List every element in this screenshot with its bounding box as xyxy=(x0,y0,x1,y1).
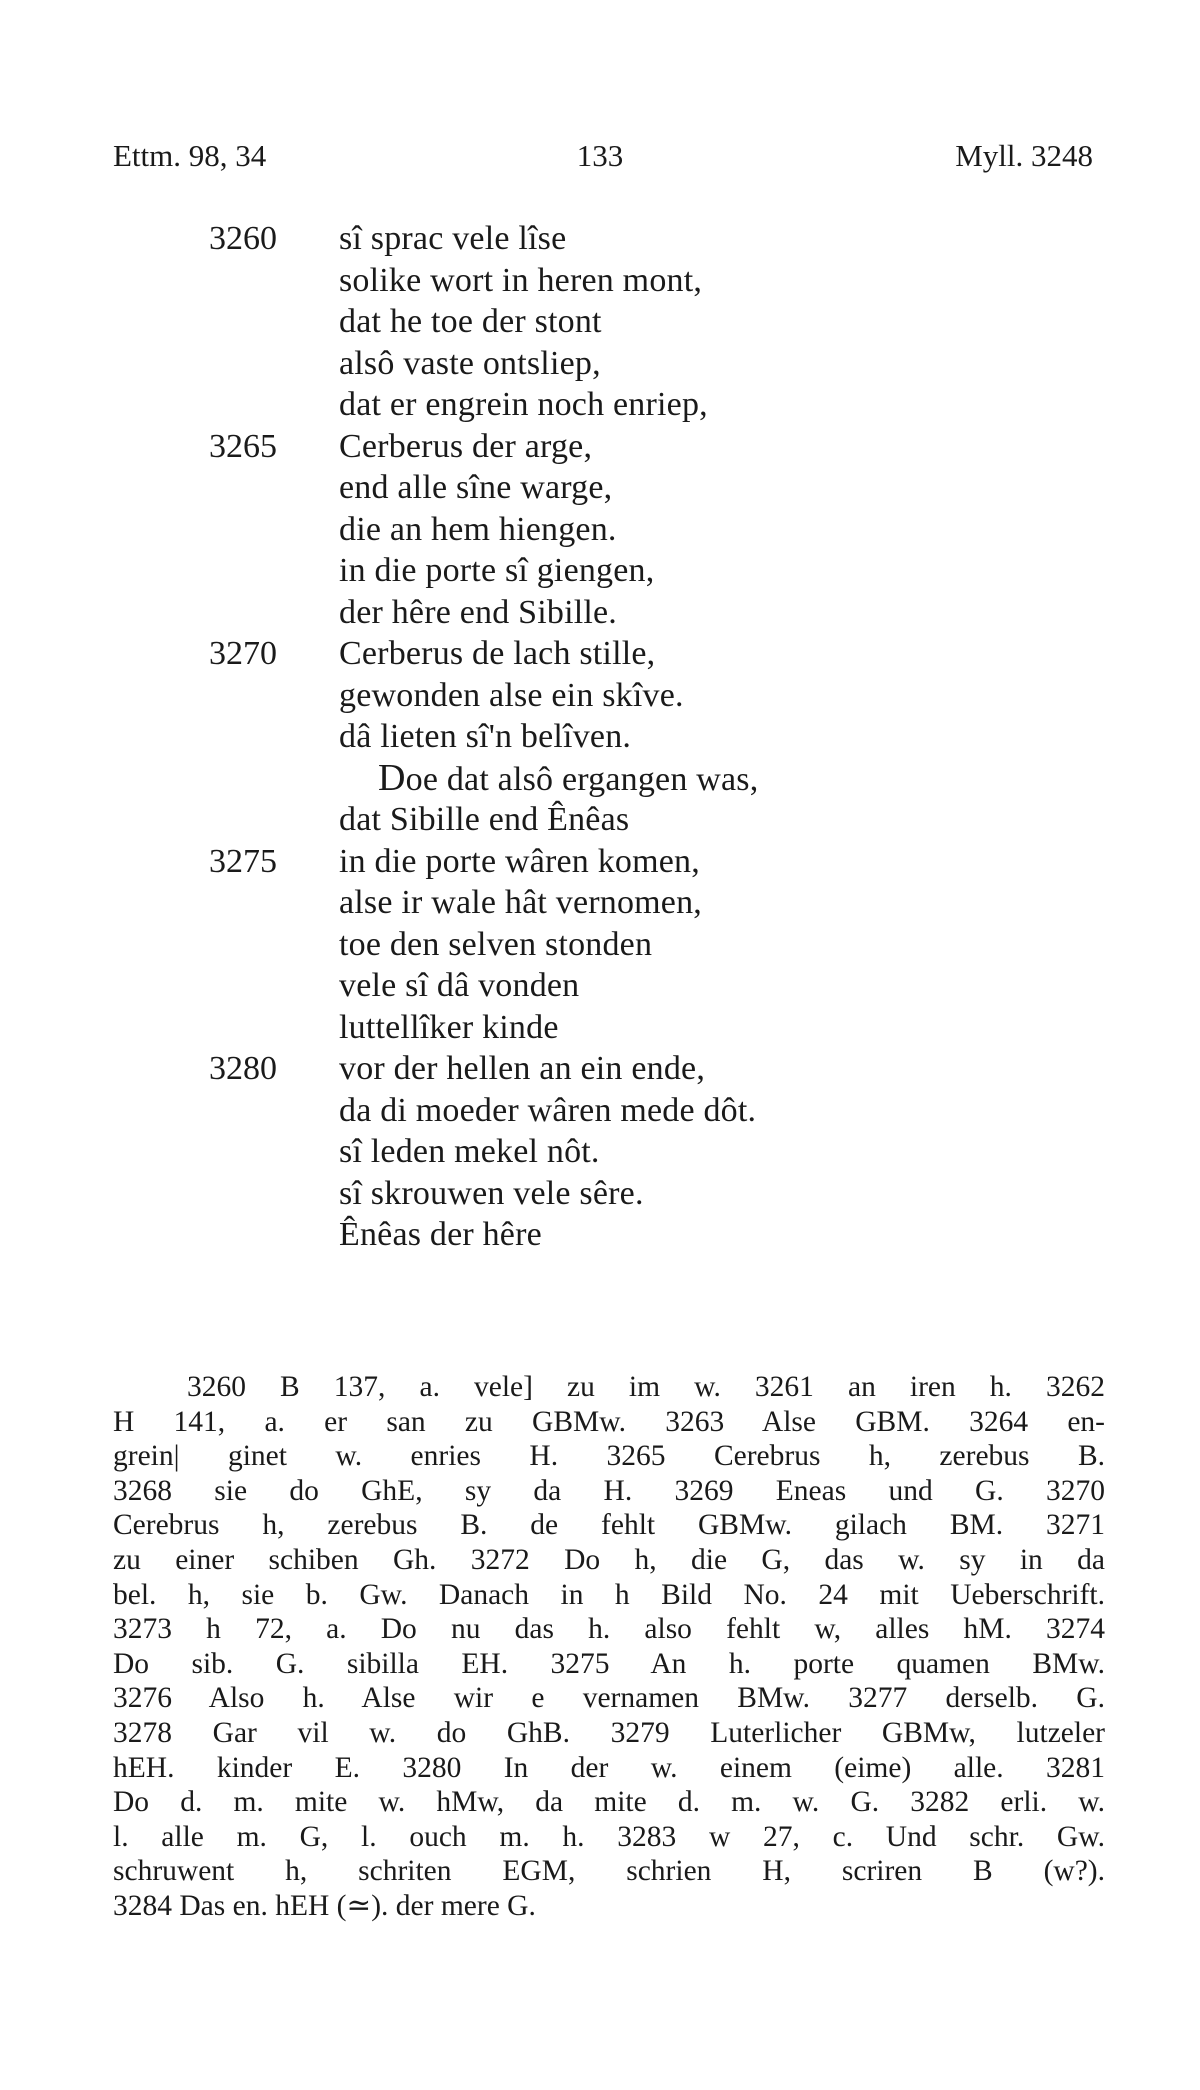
verse-text-line: dat er engrein noch enriep, xyxy=(339,386,708,423)
verse-text-line: dat he toe der stont xyxy=(339,303,602,340)
verse-line xyxy=(0,1214,1200,1256)
apparatus-line: l. alle m. G, l. ouch m. h. 3283 w 27, c. Und schr. Gw. xyxy=(113,1820,1105,1853)
verse-text-line: gewonden alse ein skîve. xyxy=(339,676,684,714)
verse-text-line: luttellîker kinde xyxy=(339,1008,559,1046)
verse-line xyxy=(0,716,1200,758)
verse-line xyxy=(0,1007,1200,1049)
initial-letter: D xyxy=(378,756,406,799)
verse-number: 3260 xyxy=(209,220,277,257)
verse-text-line: solike wort in heren mont, xyxy=(339,261,703,299)
verse-line xyxy=(0,633,1200,675)
apparatus-line: 3278 Gar vil w. do GhB. 3279 Luterlicher GBMw, lutzeler xyxy=(113,1716,1105,1749)
verse-text-rest: oe dat alsô ergangen was, xyxy=(405,760,759,798)
apparatus-line: grein| ginet w. enries H. 3265 Cerebrus h, zerebus B. xyxy=(113,1440,1105,1473)
apparatus-line: Do d. m. mite w. hMw, da mite d. m. w. G. 3282 erli. w. xyxy=(113,1786,1105,1819)
verse-text-line: in die porte sî giengen, xyxy=(339,552,655,589)
verse-line xyxy=(0,799,1200,841)
verse-text xyxy=(0,218,1200,1256)
page-number: 133 xyxy=(576,138,624,173)
verse-number: 3275 xyxy=(209,842,277,880)
apparatus-line: 3276 Also h. Alse wir e vernamen BMw. 3277 derselb. G. xyxy=(113,1682,1105,1715)
apparatus-line: H 141, a. er san zu GBMw. 3263 Alse GBM. 3264 en- xyxy=(113,1405,1105,1438)
apparatus-line: 3273 h 72, a. Do nu das h. also fehlt w, alles hM. 3274 xyxy=(113,1613,1105,1646)
verse-text-line: vele sî dâ vonden xyxy=(339,967,580,1004)
verse-text-line: vor der hellen an ein ende, xyxy=(339,1050,706,1087)
verse-line xyxy=(0,675,1200,717)
verse-line xyxy=(0,965,1200,1007)
verse-number: 3265 xyxy=(209,427,277,465)
verse-text-line: in die porte wâren komen, xyxy=(339,842,700,880)
verse-text-line: alse ir wale hât vernomen, xyxy=(339,884,702,921)
verse-line xyxy=(0,758,1200,800)
running-header-left: Ettm. 98, 34 xyxy=(113,138,267,173)
verse-line xyxy=(0,260,1200,302)
apparatus-line: schruwent h, schriten EGM, schrien H, scriren B (w?). xyxy=(113,1855,1105,1888)
verse-text-line xyxy=(378,758,758,801)
verse-text-line: sî sprac vele lîse xyxy=(339,220,567,257)
verse-line xyxy=(0,218,1200,260)
verse-line xyxy=(0,1173,1200,1215)
verse-line xyxy=(0,1131,1200,1173)
apparatus-line: Do sib. G. sibilla EH. 3275 An h. porte quamen BMw. xyxy=(113,1647,1105,1680)
verse-number: 3270 xyxy=(209,635,277,672)
verse-text-line: end alle sîne warge, xyxy=(339,469,613,506)
verse-text-line: der hêre end Sibille. xyxy=(339,593,617,631)
verse-text-line: toe den selven stonden xyxy=(339,925,653,963)
verse-number: 3280 xyxy=(209,1050,277,1087)
apparatus-line: zu einer schiben Gh. 3272 Do h, die G, das w. sy in da xyxy=(113,1543,1105,1576)
apparatus-line: 3260 B 137, a. vele] zu im w. 3261 an iren h. 3262 xyxy=(187,1371,1105,1403)
verse-text-line: die an hem hiengen. xyxy=(339,510,617,548)
verse-line xyxy=(0,841,1200,883)
verse-text-line: alsô vaste ontsliep, xyxy=(339,344,601,382)
verse-line xyxy=(0,467,1200,509)
verse-line xyxy=(0,426,1200,468)
apparatus-line: 3268 sie do GhE, sy da H. 3269 Eneas und G. 3270 xyxy=(113,1474,1105,1507)
verse-text-line: dat Sibille end Ênêas xyxy=(339,801,630,838)
verse-line xyxy=(0,509,1200,551)
verse-text-line: sî leden mekel nôt. xyxy=(339,1133,600,1170)
verse-line xyxy=(0,882,1200,924)
verse-line xyxy=(0,592,1200,634)
verse-text-line: Cerberus de lach stille, xyxy=(339,635,656,672)
verse-line xyxy=(0,1090,1200,1132)
critical-apparatus xyxy=(113,1370,1105,1924)
apparatus-line: hEH. kinder E. 3280 In der w. einem (eime) alle. 3281 xyxy=(113,1751,1105,1784)
apparatus-line: Cerebrus h, zerebus B. de fehlt GBMw. gilach BM. 3271 xyxy=(113,1509,1105,1542)
verse-text-line: Cerberus der arge, xyxy=(339,427,593,465)
verse-line xyxy=(0,384,1200,426)
verse-text-line: sî skrouwen vele sêre. xyxy=(339,1174,644,1212)
running-header-right: Myll. 3248 xyxy=(955,138,1093,173)
apparatus-line: bel. h, sie b. Gw. Danach in h Bild No. 24 mit Ueberschrift. xyxy=(113,1578,1105,1611)
verse-line xyxy=(0,924,1200,966)
verse-text-line: Ênêas der hêre xyxy=(339,1216,542,1253)
verse-line xyxy=(0,1048,1200,1090)
verse-line xyxy=(0,343,1200,385)
verse-line xyxy=(0,550,1200,592)
verse-line xyxy=(0,301,1200,343)
apparatus-line: 3284 Das en. hEH (≃). der mere G. xyxy=(113,1889,536,1922)
verse-text-line: da di moeder wâren mede dôt. xyxy=(339,1091,757,1129)
verse-text-line: dâ lieten sî'n belîven. xyxy=(339,718,632,755)
